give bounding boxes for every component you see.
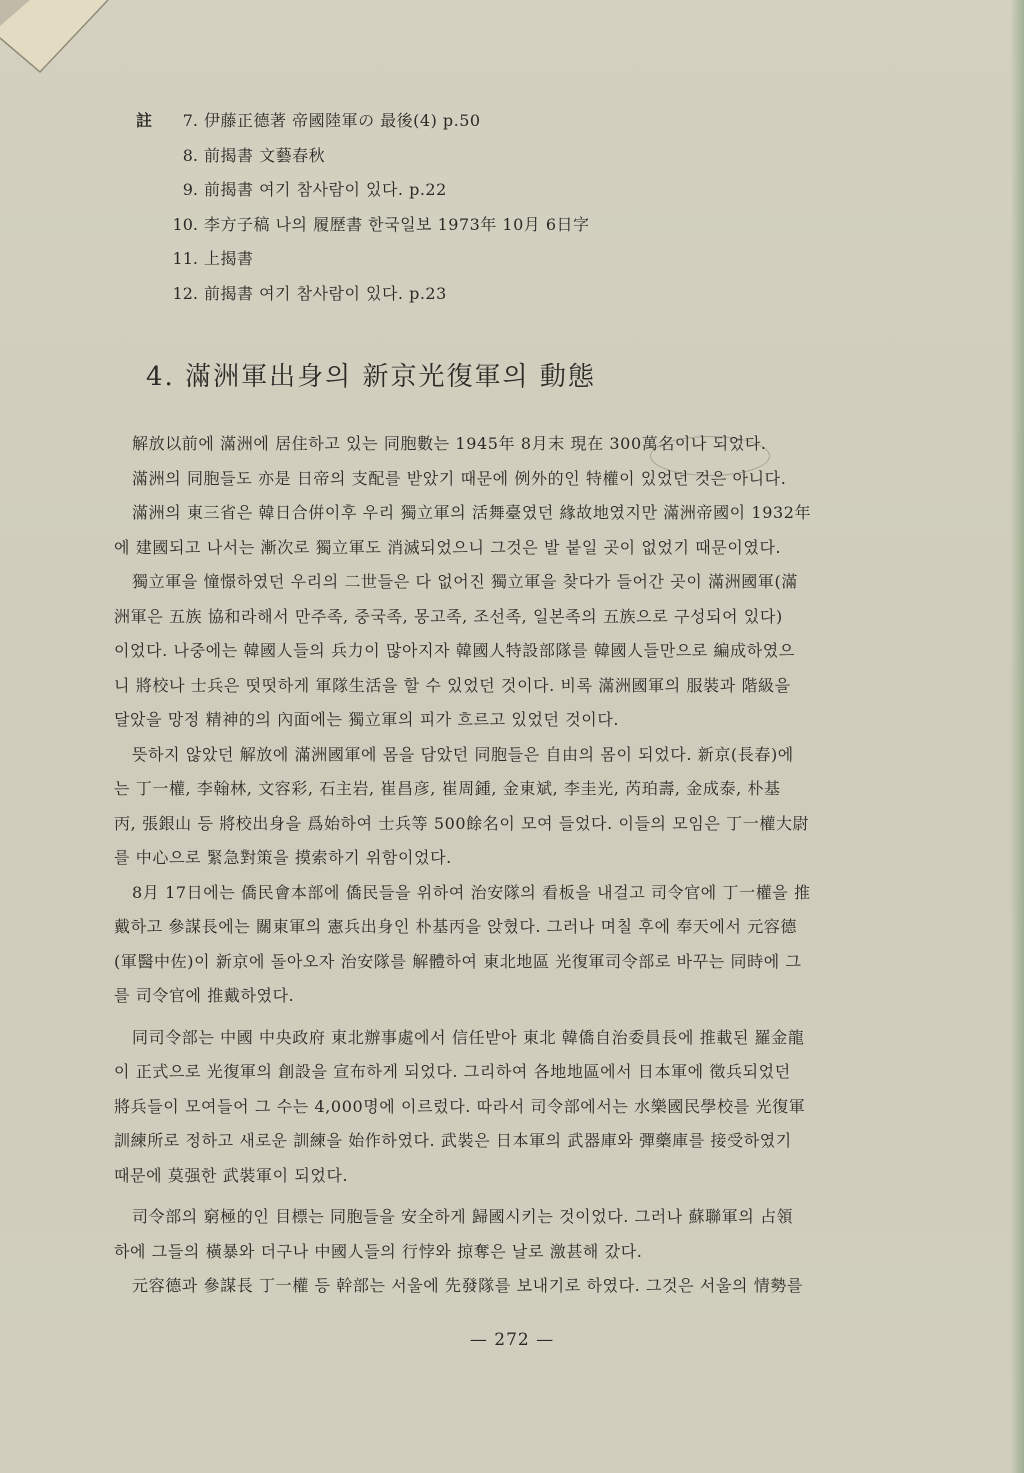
body-line: 니 將校나 士兵은 떳떳하게 軍隊生活을 할 수 있었던 것이다. 비록 滿洲國軍의 服裝과 階級을 [114,675,791,695]
footnote-lead: 註 [136,111,153,130]
body-line: 를 司令官에 推戴하였다. [114,986,295,1005]
body-text [114,427,942,1304]
body-line: 將兵들이 모여들어 그 수는 4,000명에 이르렀다. 따라서 司令部에서는 水樂國民學校를 光復軍 [114,1096,806,1116]
footnote-number: 9. [182,180,198,199]
footnote-text: 前揭書 여기 참사람이 있다. p.23 [204,283,447,303]
body-line: 를 中心으로 緊急對策을 摸索하기 위함이었다. [114,848,452,867]
body-line: 元容德과 參謀長 丁一權 등 幹部는 서울에 先發隊를 보내기로 하였다. 그것은 서울의 情勢를 [132,1276,804,1295]
footnote-row [136,143,836,178]
body-line: (軍醫中佐)이 新京에 돌아오자 治安隊를 解體하여 東北地區 光復軍司令部로 바꾸는 同時에 그 [114,951,802,971]
body-line: 司令部의 窮極的인 目標는 同胞들을 安全하게 歸國시키는 것이었다. 그러나 蘇聯軍의 占領 [132,1207,794,1226]
footnote-text: 李方子稿 나의 履歷書 한국일보 1973年 10月 6日字 [204,214,590,234]
body-line: 때문에 莫强한 武裝軍이 되었다. [114,1165,349,1185]
body-line: 뜻하지 않았던 解放에 滿洲國軍에 몸을 담았던 同胞들은 自由의 몸이 되었다. 新京(長春)에 [132,744,794,764]
section-title: 4. 滿洲軍出身의 新京光復軍의 動態 [146,362,596,392]
footnotes [136,108,836,315]
body-line: 解放以前에 滿洲에 居住하고 있는 同胞數는 1945年 8月末 現在 300萬名이나 되었다. [132,434,767,453]
footnote-row [136,212,836,247]
body-line: 는 丁一權, 李翰林, 文容彩, 石主岩, 崔昌彦, 崔周鍾, 金東斌, 李圭光, 芮珀壽, 金成泰, 朴基 [114,779,781,798]
footnote-text: 伊藤正德著 帝國陸軍の 最後(4) p.50 [204,111,481,130]
page-number: — 272 — [469,1330,555,1350]
body-line: 訓練所로 정하고 새로운 訓練을 始作하였다. 武裝은 日本軍의 武器庫와 彈藥庫를 接受하였기 [114,1131,792,1150]
footnote-row [136,281,836,316]
body-line: 戴하고 參謀長에는 關東軍의 憲兵出身인 朴基丙을 앉혔다. 그러나 며칠 후에 奉天에서 元容德 [114,917,798,936]
page-edge-shadow [1010,0,1024,1473]
folded-corner-icon [0,0,110,80]
footnote-text: 前揭書 文藝春秋 [204,145,326,165]
body-line: 滿洲의 東三省은 韓日合倂이후 우리 獨立軍의 活舞臺였던 緣故地였지만 滿洲帝國이 1932年 [132,503,812,522]
body-line: 달았을 망정 精神的의 內面에는 獨立軍의 피가 흐르고 있었던 것이다. [114,710,620,729]
footnote-row [136,246,836,281]
body-line: 丙, 張銀山 등 將校出身을 爲始하여 士兵等 500餘名이 모여 들었다. 이들의 모임은 丁一權大尉 [114,813,810,833]
footnote-row [136,108,836,143]
body-line: 에 建國되고 나서는 漸次로 獨立軍도 消滅되었으니 그것은 발 붙일 곳이 없었기 때문이였다. [114,537,782,557]
footnote-number: 10. [172,214,198,234]
body-line: 이 正式으로 光復軍의 創設을 宣布하게 되었다. 그리하여 各地地區에서 日本軍에 徵兵되었던 [114,1062,791,1081]
footnote-number: 12. [172,283,198,303]
body-line: 하에 그들의 橫暴와 더구나 中國人들의 行悖와 掠奪은 날로 激甚해 갔다. [114,1241,643,1261]
footnote-text: 上揭書 [204,249,254,268]
body-line: 滿洲의 同胞들도 亦是 日帝의 支配를 받았기 때문에 例外的인 特權이 있었던 것은 아니다. [132,468,787,488]
body-line: 獨立軍을 憧憬하였던 우리의 二世들은 다 없어진 獨立軍을 찾다가 들어간 곳이 滿洲國軍(滿 [132,572,798,591]
footnote-text: 前揭書 여기 참사람이 있다. p.22 [204,180,447,199]
body-line: 이었다. 나중에는 韓國人들의 兵力이 많아지자 韓國人特設部隊를 韓國人들만으로 編成하였으 [114,641,795,660]
body-line: 8月 17日에는 僑民會本部에 僑民들을 위하여 治安隊의 看板을 내걸고 司令官에 丁一權을 推 [132,882,811,902]
footnote-row [136,177,836,212]
body-line: 洲軍은 五族 協和라해서 만주족, 중국족, 몽고족, 조선족, 일본족의 五族으로 구성되어 있다) [114,606,783,626]
body-line: 同司令部는 中國 中央政府 東北辦事處에서 信任받아 東北 韓僑自治委員長에 推載된 羅金龍 [132,1027,805,1047]
footnote-number: 8. [182,145,198,165]
footnote-number: 11. [172,249,198,268]
footnote-number: 7. [182,111,198,130]
